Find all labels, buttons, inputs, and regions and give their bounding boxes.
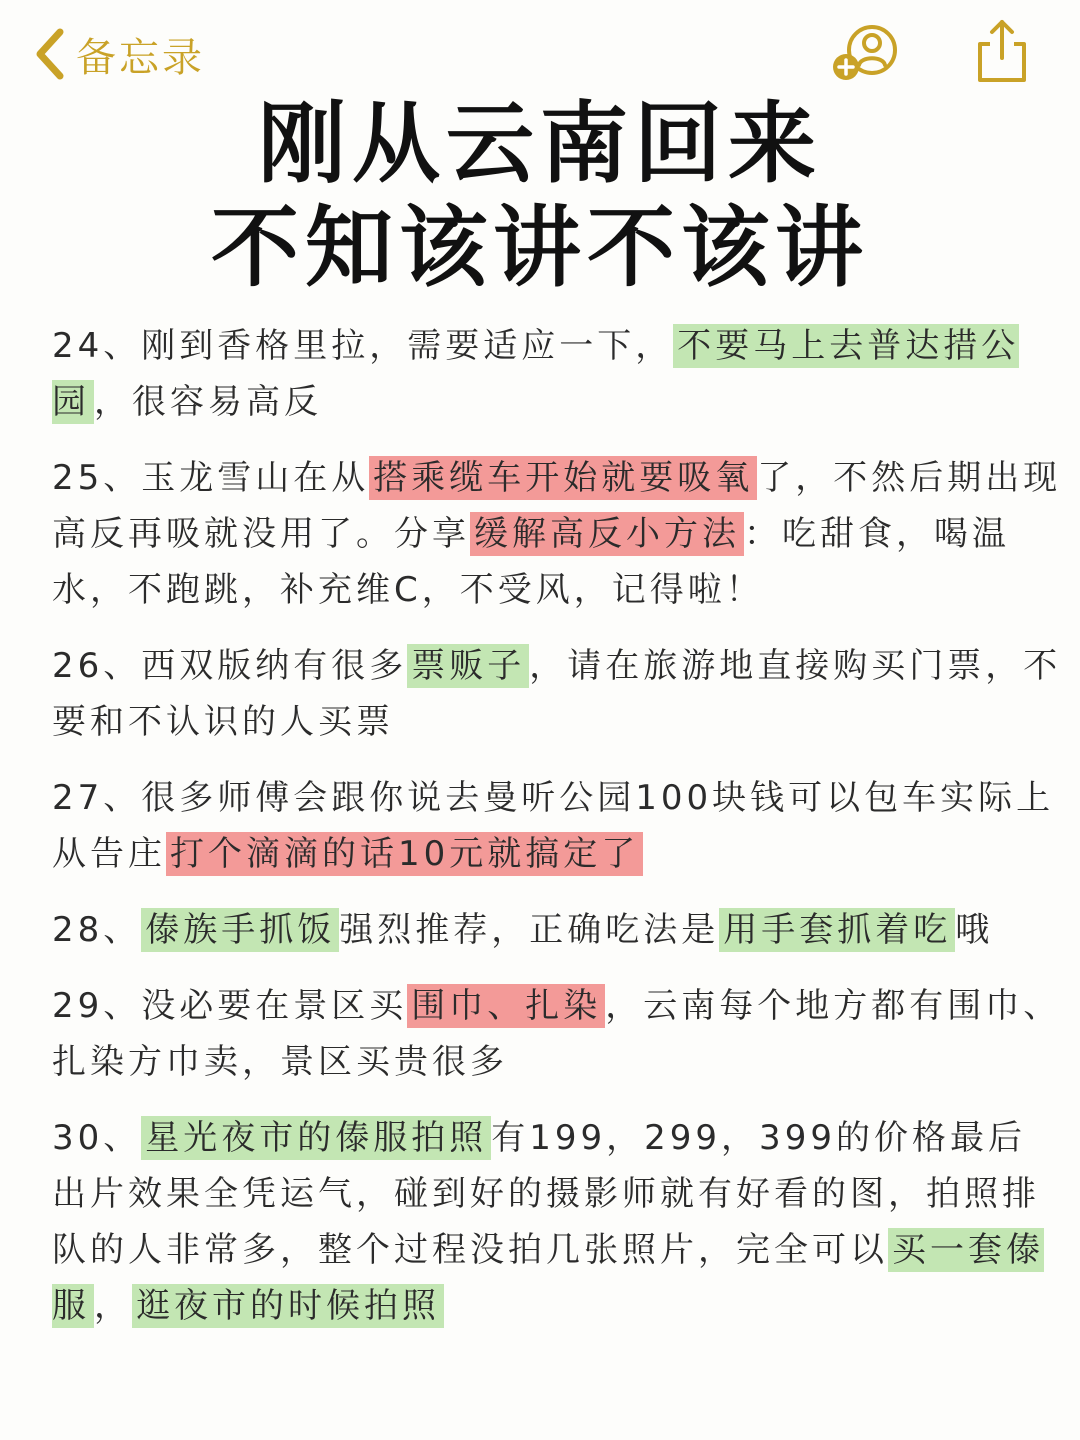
highlight-red: 搭乘缆车开始就要吸氧 (369, 456, 757, 500)
title-line-2: 不知该讲不该讲 (210, 196, 869, 299)
tip-text: 24、刚到香格里拉，需要适应一下， (52, 326, 674, 366)
tip-item-30 (52, 1110, 1062, 1334)
highlight-green: 不要马上去普达措公园 (52, 326, 1020, 422)
highlight-red: 缓解高反小方法 (470, 512, 744, 556)
back-label: 备忘录 (76, 34, 205, 81)
tip-text: ：吃甜食，喝温水，不跑跳，补充维C，不受风，记得啦！ (52, 514, 1010, 610)
title-line-1: 刚从云南回来 (257, 92, 822, 195)
note-body[interactable] (52, 318, 1062, 1354)
tip-item-26 (52, 638, 1062, 750)
highlight-green: 逛夜市的时候拍照 (132, 1284, 444, 1328)
chevron-left-icon (34, 26, 66, 82)
highlight-green: 用手套抓着吃 (719, 908, 955, 952)
tip-text: 了，不然后期出现高反再吸就没用了。分享 (52, 458, 1062, 554)
back-button[interactable] (34, 22, 205, 86)
highlight-green: 买一套傣服 (52, 1230, 1044, 1326)
tip-text: 30、 (52, 1118, 142, 1158)
tip-item-27 (52, 770, 1062, 882)
tip-item-29 (52, 978, 1062, 1090)
highlight-red: 打个滴滴的话10元就搞定了 (166, 832, 643, 876)
tip-text: 哦 (955, 910, 994, 950)
tip-text: 28、 (52, 910, 142, 950)
export-button[interactable] (972, 16, 1032, 86)
tip-text: 25、玉龙雪山在从 (52, 458, 370, 498)
tip-text: ，很容易高反 (94, 382, 322, 422)
tip-text: 29、没必要在景区买 (52, 986, 408, 1026)
highlight-green: 星光夜市的傣服拍照 (141, 1116, 491, 1160)
tip-text: 强烈推荐，正确吃法是 (339, 910, 720, 950)
share-note-button[interactable] (826, 22, 906, 86)
highlight-green: 傣族手抓饭 (141, 908, 339, 952)
tip-text: 26、西双版纳有很多 (52, 646, 408, 686)
tip-text: ， (94, 1286, 132, 1326)
tip-text: ，请在旅游地直接购买门票，不要和不认识的人买票 (52, 646, 1062, 742)
note-title (0, 92, 1080, 300)
tip-text: ，云南每个地方都有围巾、扎染方巾卖，景区买贵很多 (52, 986, 1062, 1082)
person-add-icon (826, 22, 906, 86)
tip-item-28 (52, 902, 1062, 958)
tip-item-25 (52, 450, 1062, 618)
tip-item-24 (52, 318, 1062, 430)
tip-text: 27、很多师傅会跟你说去曼听公园100块钱可以包车实际上从告庄 (52, 778, 1055, 874)
highlight-green: 票贩子 (407, 644, 529, 688)
tip-text: 有199，299，399的价格最后出片效果全凭运气，碰到好的摄影师就有好看的图，拍照排队的人非常多，整个过程没拍几张照片，完全可以 (52, 1118, 1040, 1270)
highlight-red: 围巾、扎染 (407, 984, 605, 1028)
share-icon (972, 16, 1032, 86)
